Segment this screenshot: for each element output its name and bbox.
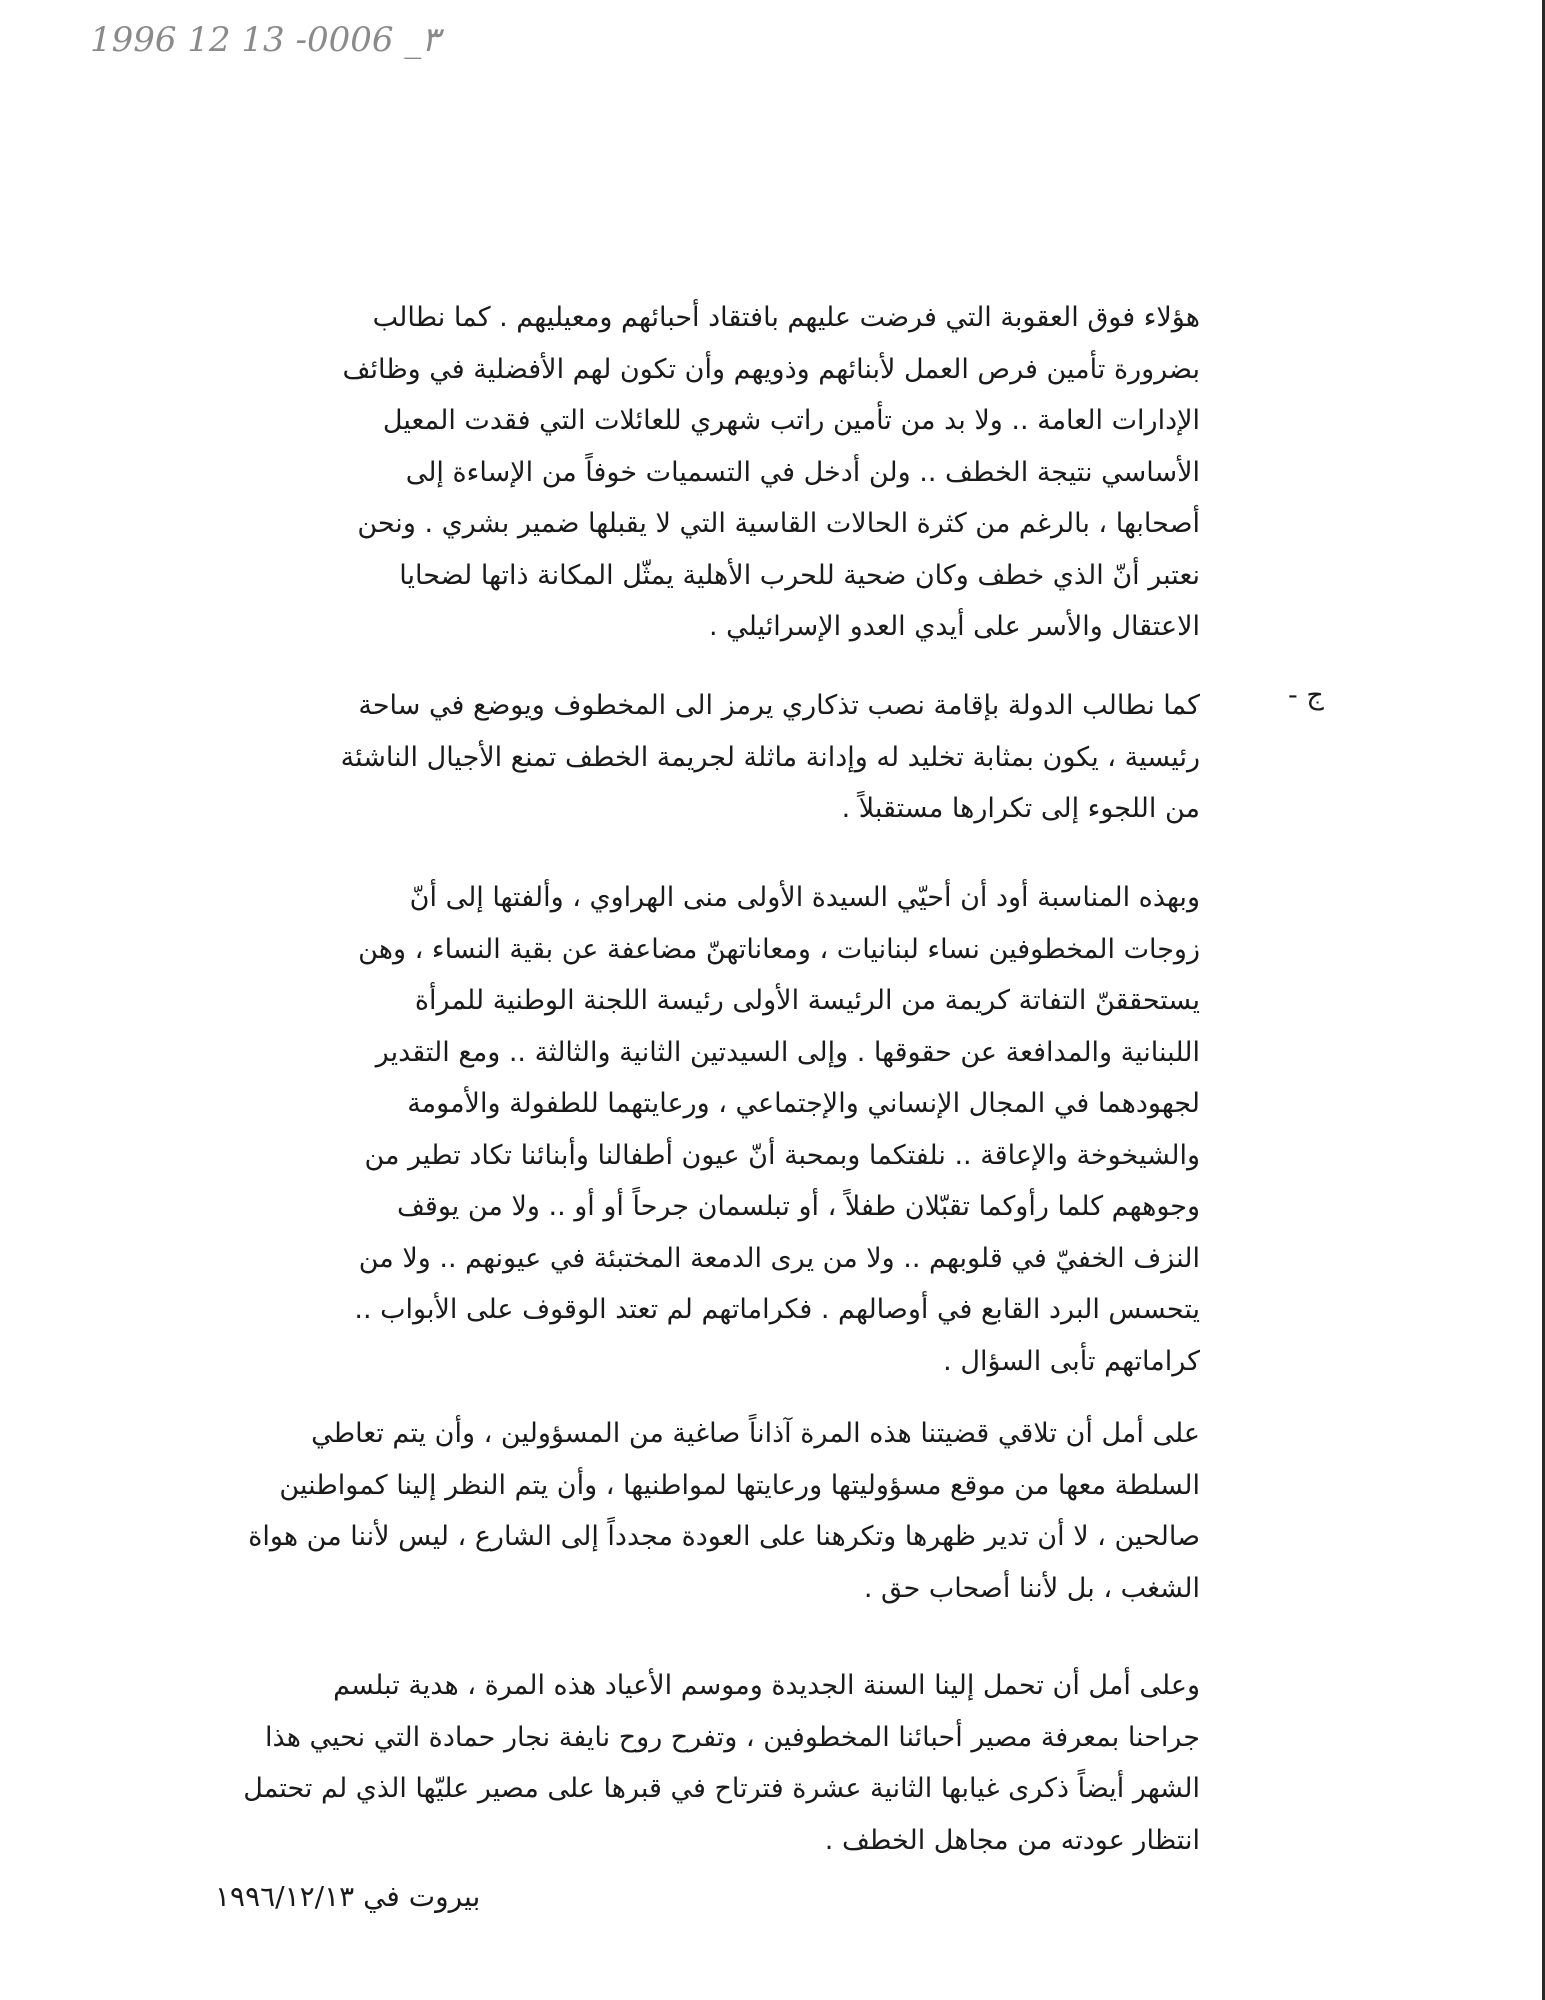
text-line: الإدارات العامة .. ولا بد من تأمين راتب شهري للعائلات التي فقدت المعيل	[382, 405, 1200, 436]
text-line: وعلى أمل أن تحمل إلينا السنة الجديدة وموسم الأعياد هذه المرة ، هدية تبلسم	[333, 1670, 1200, 1701]
paragraph-1	[150, 292, 1200, 653]
paragraph-2	[150, 680, 1200, 835]
place-date-line: بيروت في ١٩٩٦/١٢/١٣	[215, 1880, 481, 1913]
text-line: الشهر أيضاً ذكرى غيابها الثانية عشرة فترتاح في قبرها على مصير عليّها الذي لم تحتمل	[243, 1773, 1200, 1804]
paragraph-5	[130, 1660, 1200, 1866]
text-line: كما نطالب الدولة بإقامة نصب تذكاري يرمز الى المخطوف ويوضع في ساحة	[358, 690, 1200, 721]
text-line: على أمل أن تلاقي قضيتنا هذه المرة آذاناً صاغية من المسؤولين ، وأن يتم تعاطي	[311, 1418, 1200, 1449]
text-line: الاعتقال والأسر على أيدي العدو الإسرائيلي .	[708, 611, 1200, 642]
list-marker: ج -	[1288, 680, 1324, 711]
text-line: رئيسية ، يكون بمثابة تخليد له وإدانة ماثلة لجريمة الخطف تمنع الأجيال الناشئة	[340, 741, 1200, 773]
text-line: من اللجوء إلى تكرارها مستقبلاً .	[841, 793, 1200, 824]
text-line: والشيخوخة والإعاقة .. نلفتكما وبمحبة أنّ عيون أطفالنا وأبنائنا تكاد تطير من	[364, 1139, 1200, 1171]
text-line: أصحابها ، بالرغم من كثرة الحالات القاسية التي لا يقبلها ضمير بشري . ونحن	[357, 508, 1200, 539]
text-line: يتحسس البرد القابع في أوصالهم . فكراماتهم لم تعتد الوقوف على الأبواب ..	[354, 1294, 1200, 1325]
text-line: الأساسي نتيجة الخطف .. ولن أدخل في التسميات خوفاً من الإساءة إلى	[405, 456, 1200, 488]
text-line: صالحين ، لا أن تدير ظهرها وتكرهنا على العودة مجدداً إلى الشارع ، ليس لأننا من هواة	[248, 1521, 1200, 1552]
text-line: كراماتهم تأبى السؤال .	[943, 1345, 1200, 1377]
text-line: انتظار عودته من مجاهل الخطف .	[824, 1824, 1200, 1856]
paragraph-4	[130, 1408, 1200, 1614]
handwritten-archive-note: 1996 12 13 -0006 _٣	[90, 20, 440, 60]
text-line: وجوههم كلما رأوكما تقبّلان طفلاً ، أو تبلسمان جرحاً أو أو .. ولا من يوقف	[396, 1191, 1200, 1222]
text-line: اللبنانية والمدافعة عن حقوقها . وإلى السيدتين الثانية والثالثة .. ومع التقدير	[375, 1036, 1200, 1068]
text-line: يستحققنّ التفاتة كريمة من الرئيسة الأولى رئيسة اللجنة الوطنية للمرأة	[414, 985, 1200, 1016]
text-line: لجهودهما في المجال الإنساني والإجتماعي ، ورعايتهما للطفولة والأمومة	[407, 1088, 1200, 1119]
paragraph-3	[150, 872, 1200, 1387]
text-line: بضرورة تأمين فرص العمل لأبنائهم وذويهم وأن تكون لهم الأفضلية في وظائف	[342, 353, 1200, 385]
text-line: وبهذه المناسبة أود أن أحيّي السيدة الأولى منى الهراوي ، وألفتها إلى أنّ	[409, 882, 1200, 913]
text-line: النزف الخفيّ في قلوبهم .. ولا من يرى الدمعة المختبئة في عيونهم .. ولا من	[358, 1242, 1200, 1274]
text-line: هؤلاء فوق العقوبة التي فرضت عليهم بافتقاد أحبائهم ومعيليهم . كما نطالب	[372, 302, 1200, 333]
text-line: جراحنا بمعرفة مصير أحبائنا المخطوفين ، وتفرح روح نايفة نجار حمادة التي نحيي هذا	[265, 1721, 1200, 1753]
text-line: الشغب ، بل لأننا أصحاب حق .	[863, 1572, 1200, 1604]
text-line: زوجات المخطوفين نساء لبنانيات ، ومعاناتهنّ مضاعفة عن بقية النساء ، وهن	[358, 933, 1200, 965]
text-line: نعتبر أنّ الذي خطف وكان ضحية للحرب الأهلية يمثّل المكانة ذاتها لضحايا	[399, 559, 1200, 591]
text-line: السلطة معها من موقع مسؤوليتها ورعايتها لمواطنيها ، وأن يتم النظر إلينا كمواطنين	[279, 1469, 1200, 1501]
